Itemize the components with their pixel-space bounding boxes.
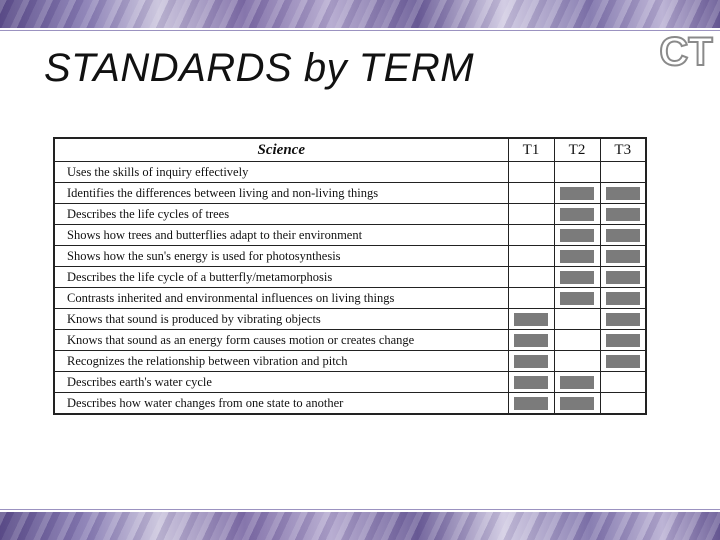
table-row <box>54 246 646 267</box>
slide-title: STANDARDS by TERM <box>44 46 475 90</box>
term-shade-mark <box>560 229 594 242</box>
term-cell-t3 <box>600 246 646 267</box>
term-cell-t3 <box>600 267 646 288</box>
term-header-t2: T2 <box>554 138 600 162</box>
term-cell-t2 <box>554 372 600 393</box>
bottom-banner <box>0 512 720 540</box>
term-cell-t2 <box>554 183 600 204</box>
standard-label: Knows that sound as an energy form causes motion or creates change <box>54 330 508 351</box>
term-cell-t2 <box>554 204 600 225</box>
standard-label: Recognizes the relationship between vibration and pitch <box>54 351 508 372</box>
table-row <box>54 372 646 393</box>
standard-label: Identifies the differences between living and non-living things <box>54 183 508 204</box>
term-cell-t1 <box>508 372 554 393</box>
term-cell-t1 <box>508 330 554 351</box>
table-body <box>54 162 646 415</box>
table-row <box>54 225 646 246</box>
term-cell-t2 <box>554 225 600 246</box>
term-cell-t3 <box>600 183 646 204</box>
term-cell-t3 <box>600 372 646 393</box>
ct-logo <box>656 28 716 72</box>
table-row <box>54 267 646 288</box>
term-shade-mark <box>560 271 594 284</box>
term-header-t1: T1 <box>508 138 554 162</box>
term-cell-t3 <box>600 309 646 330</box>
term-shade-mark <box>560 250 594 263</box>
term-shade-mark <box>514 313 548 326</box>
term-shade-mark <box>606 250 640 263</box>
standard-label: Describes the life cycles of trees <box>54 204 508 225</box>
subject-header: Science <box>54 138 508 162</box>
standard-label: Knows that sound is produced by vibrating objects <box>54 309 508 330</box>
term-shade-mark <box>606 208 640 221</box>
standard-label: Contrasts inherited and environmental influences on living things <box>54 288 508 309</box>
term-shade-mark <box>514 376 548 389</box>
term-cell-t2 <box>554 330 600 351</box>
term-shade-mark <box>606 292 640 305</box>
term-shade-mark <box>606 187 640 200</box>
ct-logo-text: CT <box>659 30 713 72</box>
term-cell-t3 <box>600 225 646 246</box>
term-cell-t2 <box>554 309 600 330</box>
term-cell-t1 <box>508 225 554 246</box>
term-cell-t3 <box>600 393 646 415</box>
term-shade-mark <box>560 208 594 221</box>
term-shade-mark <box>606 355 640 368</box>
term-shade-mark <box>560 187 594 200</box>
term-cell-t2 <box>554 267 600 288</box>
term-cell-t2 <box>554 393 600 415</box>
term-header-t3: T3 <box>600 138 646 162</box>
term-cell-t2 <box>554 162 600 183</box>
term-cell-t3 <box>600 288 646 309</box>
table-row <box>54 351 646 372</box>
standard-label: Describes how water changes from one state to another <box>54 393 508 415</box>
term-cell-t2 <box>554 288 600 309</box>
table-row <box>54 204 646 225</box>
term-shade-mark <box>606 334 640 347</box>
term-cell-t1 <box>508 288 554 309</box>
standard-label: Shows how trees and butterflies adapt to their environment <box>54 225 508 246</box>
term-cell-t3 <box>600 330 646 351</box>
bottom-banner-rule <box>0 509 720 510</box>
term-cell-t1 <box>508 309 554 330</box>
table-row <box>54 183 646 204</box>
term-cell-t2 <box>554 351 600 372</box>
term-shade-mark <box>606 271 640 284</box>
standard-label: Shows how the sun's energy is used for photosynthesis <box>54 246 508 267</box>
term-cell-t1 <box>508 393 554 415</box>
term-cell-t1 <box>508 267 554 288</box>
term-cell-t3 <box>600 162 646 183</box>
top-banner <box>0 0 720 28</box>
term-shade-mark <box>606 229 640 242</box>
term-cell-t1 <box>508 204 554 225</box>
table-row <box>54 288 646 309</box>
standards-table <box>53 137 647 415</box>
table-row <box>54 162 646 183</box>
table-row <box>54 393 646 415</box>
term-shade-mark <box>560 292 594 305</box>
term-cell-t3 <box>600 351 646 372</box>
term-shade-mark <box>514 355 548 368</box>
term-cell-t1 <box>508 351 554 372</box>
term-cell-t1 <box>508 183 554 204</box>
table-row <box>54 330 646 351</box>
term-shade-mark <box>606 313 640 326</box>
top-banner-rule <box>0 30 720 31</box>
table-row <box>54 309 646 330</box>
standard-label: Describes the life cycle of a butterfly/metamorphosis <box>54 267 508 288</box>
term-shade-mark <box>514 334 548 347</box>
term-cell-t1 <box>508 162 554 183</box>
term-shade-mark <box>560 397 594 410</box>
term-shade-mark <box>560 376 594 389</box>
term-shade-mark <box>514 397 548 410</box>
term-cell-t1 <box>508 246 554 267</box>
ct-logo-mark <box>656 28 716 72</box>
table-header-row <box>54 138 646 162</box>
standard-label: Uses the skills of inquiry effectively <box>54 162 508 183</box>
term-cell-t2 <box>554 246 600 267</box>
standard-label: Describes earth's water cycle <box>54 372 508 393</box>
term-cell-t3 <box>600 204 646 225</box>
standards-table-image <box>53 137 645 415</box>
